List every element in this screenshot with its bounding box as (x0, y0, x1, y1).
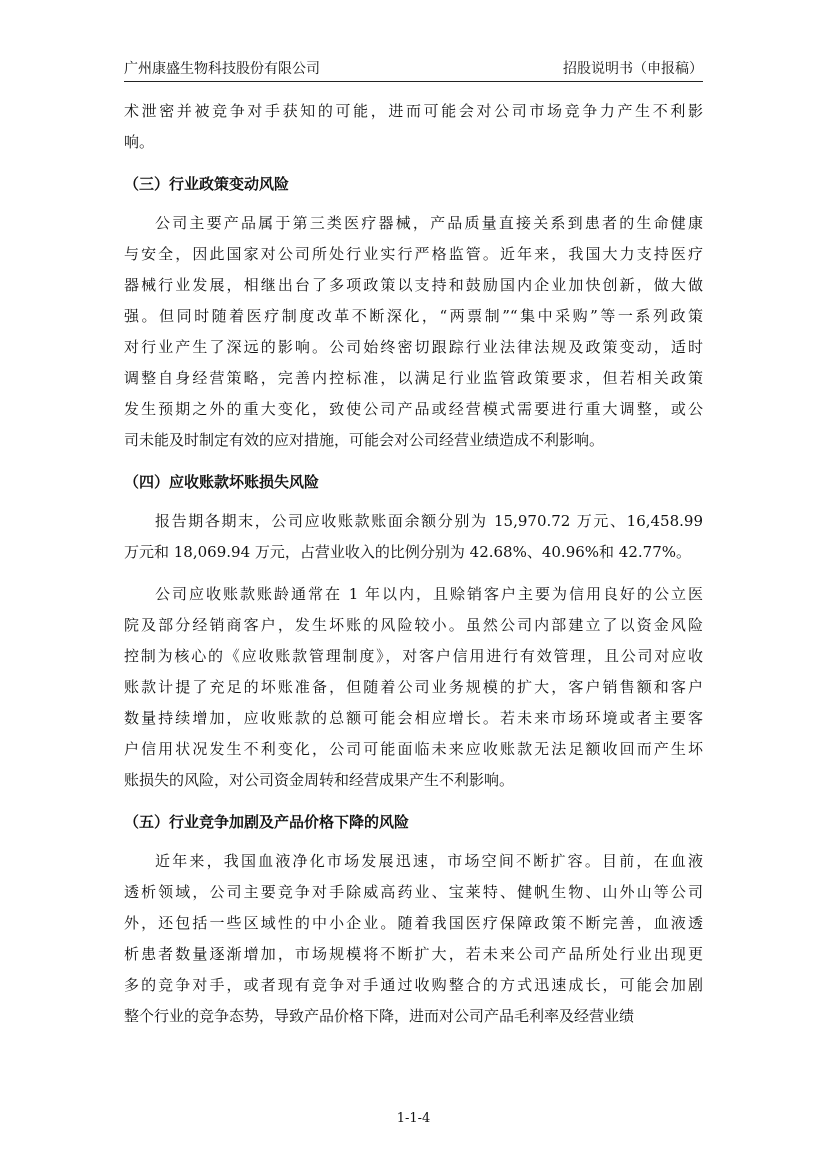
paragraph (124, 506, 703, 568)
paragraph-line: 司未能及时制定有效的应对措施，可能会对公司经营业绩造成不利影响。 (124, 431, 605, 449)
document-body (124, 96, 703, 1043)
paragraph-line: 多的竞争对手，或者现有竞争对手通过收购整合的方式迅速成长，可能会加剧 (124, 976, 703, 994)
paragraph-line: 析患者数量逐渐增加，市场规模将不断扩大，若未来公司产品所处行业出现更 (124, 945, 703, 963)
paragraph-line: 发生预期之外的重大变化，致使公司产品或经营模式需要进行重大调整，或公 (124, 400, 703, 418)
paragraph-line: 与安全，因此国家对公司所处行业实行严格监管。近年来，我国大力支持医疗 (124, 245, 703, 263)
paragraph-line: 对行业产生了深远的影响。公司始终密切跟踪行业法律法规及政策变动，适时 (124, 338, 703, 356)
paragraph-line: 公司应收账款账龄通常在 1 年以内，且赊销客户主要为信用良好的公立医 (155, 585, 703, 603)
company-name: 广州康盛生物科技股份有限公司 (124, 61, 320, 77)
paragraph (124, 846, 703, 1032)
paragraph-line: 调整自身经营策略，完善内控标准，以满足行业监管政策要求，但若相关政策 (124, 369, 703, 387)
paragraph-line: 账损失的风险，对公司资金周转和经营成果产生不利影响。 (124, 771, 515, 789)
document-type: 招股说明书（申报稿） (563, 61, 703, 77)
paragraph-line: 透析领域，公司主要竞争对手除威高药业、宝莱特、健帆生物、山外山等公司 (124, 883, 703, 901)
paragraph-line: 数量持续增加，应收账款的总额可能会相应增长。若未来市场环境或者主要客 (124, 709, 703, 727)
paragraph-line: 报告期各期末，公司应收账款账面余额分别为 15,970.72 万元、16,458.99 (155, 512, 703, 530)
paragraph-line: 整个行业的竞争态势，导致产品价格下降，进而对公司产品毛利率及经营业绩 (124, 1007, 635, 1025)
paragraph (124, 96, 703, 158)
paragraph-line: 术泄密并被竞争对手获知的可能，进而可能会对公司市场竞争力产生不利影 (124, 102, 703, 120)
paragraph-line: 响。 (124, 133, 155, 151)
paragraph-line: 外，还包括一些区域性的中小企业。随着我国医疗保障政策不断完善，血液透 (124, 914, 703, 932)
paragraph-line: 院及部分经销商客户，发生坏账的风险较小。虽然公司内部建立了以资金风险 (124, 616, 703, 634)
paragraph-line: 控制为核心的《应收账款管理制度》，对客户信用进行有效管理，且公司对应收 (124, 647, 703, 665)
paragraph-line: 账款计提了充足的坏账准备，但随着公司业务规模的扩大，客户销售额和客户 (124, 678, 703, 696)
paragraph (124, 579, 703, 796)
paragraph-line: 万元和 18,069.94 万元，占营业收入的比例分别为 42.68%、40.96%和 42.77%。 (124, 543, 691, 561)
paragraph-line: 户信用状况发生不利变化，公司可能面临未来应收账款无法足额收回而产生坏 (124, 740, 703, 758)
section-heading: （四）应收账款坏账损失风险 (124, 473, 320, 491)
paragraph-line: 公司主要产品属于第三类医疗器械，产品质量直接关系到患者的生命健康 (155, 214, 703, 232)
page-header (124, 59, 703, 82)
section-heading: （五）行业竞争加剧及产品价格下降的风险 (124, 813, 410, 831)
section-heading: （三）行业政策变动风险 (124, 175, 290, 193)
paragraph (124, 208, 703, 456)
paragraph-line: 器械行业发展，相继出台了多项政策以支持和鼓励国内企业加快创新，做大做 (124, 276, 703, 294)
paragraph-line: 近年来，我国血液净化市场发展迅速，市场空间不断扩容。目前，在血液 (155, 852, 703, 870)
page-number: 1-1-4 (396, 1111, 431, 1126)
paragraph-line: 强。但同时随着医疗制度改革不断深化，“两票制”“集中采购”等一系列政策 (124, 307, 703, 325)
